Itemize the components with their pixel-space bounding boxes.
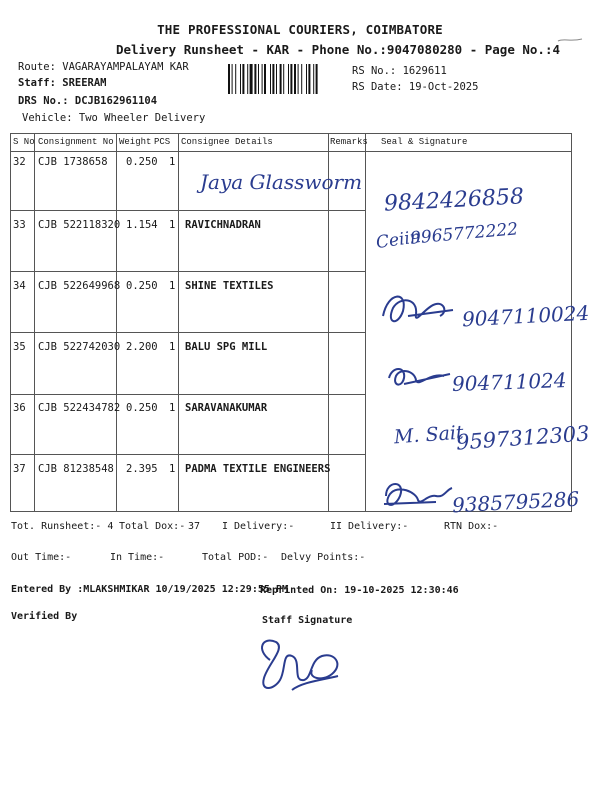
cell-consignee: BALU SPG MILL: [185, 341, 268, 353]
rs-number: RS No.: 1629611: [352, 65, 447, 77]
total-dox-label: Total Dox:-: [119, 521, 186, 532]
ii-delivery-label: II Delivery:-: [330, 521, 409, 532]
rs-date: RS Date: 19-Oct-2025: [352, 81, 479, 93]
barcode-bar: [276, 64, 277, 94]
cell-consignment: CJB 522118320: [38, 219, 121, 231]
barcode-bar: [264, 64, 266, 94]
row-divider: [10, 210, 365, 211]
cell-sno: 32: [13, 156, 26, 168]
cell-weight: 2.200: [126, 341, 158, 353]
total-dox-value: 37: [188, 521, 201, 532]
col-divider: [365, 133, 366, 512]
col-divider: [116, 133, 117, 512]
signature-scribble: [376, 476, 456, 516]
vehicle-label: Vehicle: Two Wheeler Delivery: [22, 112, 206, 124]
reprinted-on: Reprinted On: 19-10-2025 12:30:46: [260, 585, 459, 596]
col-header-signature: Seal & Signature: [381, 137, 468, 147]
barcode-bar: [294, 64, 296, 94]
cell-weight: 1.154: [126, 219, 158, 231]
company-name: THE PROFESSIONAL COURIERS, COIMBATORE: [157, 22, 443, 37]
i-delivery-label: I Delivery:-: [222, 521, 295, 532]
in-time-label: In Time:-: [110, 552, 165, 563]
cell-weight: 0.250: [126, 156, 158, 168]
entered-by: Entered By :MLAKSHMIKAR 10/19/2025 12:29:55 PM: [11, 584, 288, 595]
barcode-bar: [250, 64, 253, 94]
staff-signature-label: Staff Signature: [262, 615, 353, 626]
cell-consignment: CJB 1738658: [38, 156, 108, 168]
barcode-bar: [313, 64, 314, 94]
cell-weight: 2.395: [126, 463, 158, 475]
cell-sno: 33: [13, 219, 26, 231]
col-header-weight: Weight: [119, 137, 152, 147]
cell-consignment: CJB 522742030: [38, 341, 121, 353]
barcode-bar: [316, 64, 318, 94]
cell-consignment: CJB 81238548: [38, 463, 114, 475]
barcode-bar: [283, 64, 284, 94]
table-header-border: [10, 151, 571, 152]
cell-sno: 37: [13, 463, 26, 475]
barcode-bar: [270, 64, 271, 94]
handwritten-phone: 9385795286: [451, 486, 580, 518]
table-top-border: [10, 133, 571, 134]
cell-pcs: 1: [169, 341, 176, 353]
barcode-bar: [306, 64, 307, 94]
barcode-bar: [258, 64, 259, 94]
cell-pcs: 1: [169, 156, 176, 168]
cell-weight: 0.250: [126, 280, 158, 292]
drs-number: DRS No.: DCJB162961104: [18, 95, 158, 107]
cell-sno: 36: [13, 402, 26, 414]
handwritten-phone: 9842426858: [383, 184, 525, 217]
col-header-consignee: Consignee Details: [181, 137, 273, 147]
route-label: Route: VAGARAYAMPALAYAM KAR: [18, 61, 189, 73]
cell-consignee: RAVICHNADRAN: [185, 219, 261, 231]
col-divider: [178, 133, 179, 512]
cell-sno: 35: [13, 341, 26, 353]
out-time-label: Out Time:-: [11, 552, 72, 563]
barcode-bar: [235, 64, 236, 94]
cell-pcs: 1: [169, 280, 176, 292]
handwritten-phone: 9047110024: [461, 300, 590, 332]
col-header-sno: S No: [13, 137, 35, 147]
cell-sno: 34: [13, 280, 26, 292]
handwritten-consignee: Jaya Glassworm: [200, 170, 363, 194]
row-divider: [10, 394, 365, 395]
handwritten-phone: 9597312303: [455, 421, 591, 455]
row-divider: [10, 332, 365, 333]
barcode-bar: [308, 64, 310, 94]
cell-weight: 0.250: [126, 402, 158, 414]
total-runsheet: Tot. Runsheet:- 4: [11, 521, 114, 532]
barcode-bar: [254, 64, 256, 94]
barcode-bar: [288, 64, 289, 94]
cell-consignee: PADMA TEXTILE ENGINEERS: [185, 463, 331, 475]
cell-consignee: SHINE TEXTILES: [185, 280, 274, 292]
delivery-points-label: Delvy Points:-: [281, 552, 366, 563]
row-divider: [10, 454, 365, 455]
barcode-bar: [298, 64, 299, 94]
cell-pcs: 1: [169, 463, 176, 475]
cell-pcs: 1: [169, 219, 176, 231]
barcode-bar: [240, 64, 241, 94]
barcode-bar: [290, 64, 292, 94]
barcode-bar: [280, 64, 282, 94]
handwritten-phone: 904711024: [451, 368, 567, 396]
col-divider: [34, 133, 35, 512]
verified-by-label: Verified By: [11, 611, 78, 622]
cell-pcs: 1: [169, 402, 176, 414]
cell-consignment: CJB 522649968: [38, 280, 121, 292]
col-header-remarks: Remarks: [330, 137, 368, 147]
runsheet-title: Delivery Runsheet - KAR - Phone No.:9047080280 - Page No.:4: [116, 42, 561, 57]
barcode-bar: [301, 64, 302, 94]
total-pod-label: Total POD:-: [202, 552, 269, 563]
handwritten-signature-name: Ceiin: [374, 226, 423, 254]
col-divider: [10, 133, 11, 512]
cell-consignee: SARAVANAKUMAR: [185, 402, 268, 414]
row-divider: [10, 271, 365, 272]
col-header-pcs: PCS: [154, 137, 171, 147]
barcode-bar: [228, 64, 230, 94]
signature-scribble: [378, 286, 458, 334]
signature-scribble: [384, 360, 454, 394]
rtn-dox-label: RTN Dox:-: [444, 521, 499, 532]
handwritten-signature-name: M. Sait: [393, 421, 465, 449]
barcode-bar: [232, 64, 233, 94]
handwritten-phone: 9965772222: [409, 219, 519, 249]
barcode-bar: [262, 64, 263, 94]
barcode-bar: [242, 64, 244, 94]
barcode: [228, 64, 348, 94]
staff-label: Staff: SREERAM: [18, 77, 107, 89]
barcode-bar: [247, 64, 248, 94]
barcode-bar: [272, 64, 274, 94]
cell-consignment: CJB 522434782: [38, 402, 121, 414]
col-header-consignment: Consignment No: [38, 137, 114, 147]
staff-signature-scribble: [252, 630, 352, 710]
margin-mark: [556, 36, 584, 44]
